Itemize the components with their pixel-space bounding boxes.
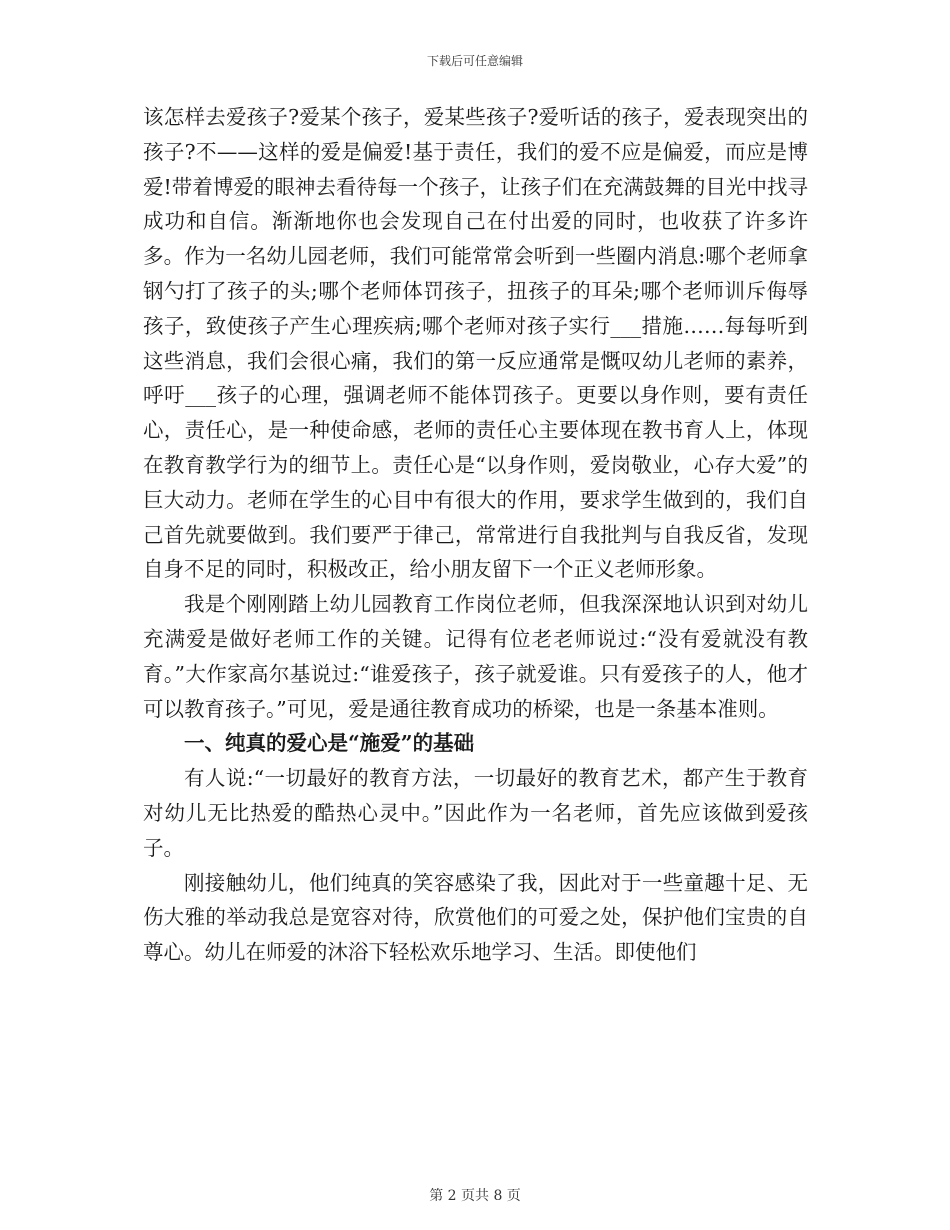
page-footer: 第 2 页共 8 页 [429,1188,521,1204]
page-header: 下载后可任意编辑 [426,54,523,68]
body-paragraph-2: 我是个刚刚踏上幼儿园教育工作岗位老师，但我深深地认识到对幼儿充满爱是做好老师工作的关键。记得有位老老师说过:“没有爱就没有教育。”大作家高尔基说过:“谁爱孩子，孩子就爱谁。只有爱孩子的人，他才可以教育孩子。”可见，爱是通往教育成功的桥梁，也是一条基本准则。 [143,592,808,721]
section-heading-1: 一、纯真的爱心是“施爱”的基础 [184,731,475,756]
body-paragraph-4: 刚接触幼儿，他们纯真的笑容感染了我，因此对于一些童趣十足、无伤大雅的举动我总是宽容对待，欣赏他们的可爱之处，保护他们宝贵的自尊心。幼儿在师爱的沐浴下轻松欢乐地学习、生活。即使他们 [143,870,808,965]
body-paragraph-3: 有人说:“一切最好的教育方法，一切最好的教育艺术，都产生于教育对幼儿无比热爱的酷热心灵中。”因此作为一名老师，首先应该做到爱孩子。 [143,766,808,860]
body-paragraph-1: 该怎样去爱孩子?爱某个孩子，爱某些孩子?爱听话的孩子，爱表现突出的孩子?不——这样的爱是偏爱!基于责任，我们的爱不应是偏爱，而应是博爱!带着博爱的眼神去看待每一个孩子，让孩子们在充满鼓舞的目光中找寻成功和自信。渐渐地你也会发现自己在付出爱的同时，也收获了许多许多。作为一名幼儿园老师，我们可能常常会听到一些圈内消息:哪个老师拿钢勺打了孩子的头;哪个老师体罚孩子，扭孩子的耳朵;哪个老师训斥侮辱孩子，致使孩子产生心理疾病;哪个老师对孩子实行___措施……每每听到这些消息，我们会很心痛，我们的第一反应通常是慨叹幼儿老师的素养，呼吁___孩子的心理，强调老师不能体罚孩子。更要以身作则，要有责任心，责任心，是一种使命感，老师的责任心主要体现在教书育人上，体现在教育教学行为的细节上。责任心是“以身作则，爱岗敬业，心存大爱”的巨大动力。老师在学生的心目中有很大的作用，要求学生做到的，我们自己首先就要做到。我们要严于律己，常常进行自我批判与自我反省，发现自身不足的同时，积极改正，给小朋友留下一个正义老师形象。 [143,105,808,582]
document-body [143,100,808,970]
